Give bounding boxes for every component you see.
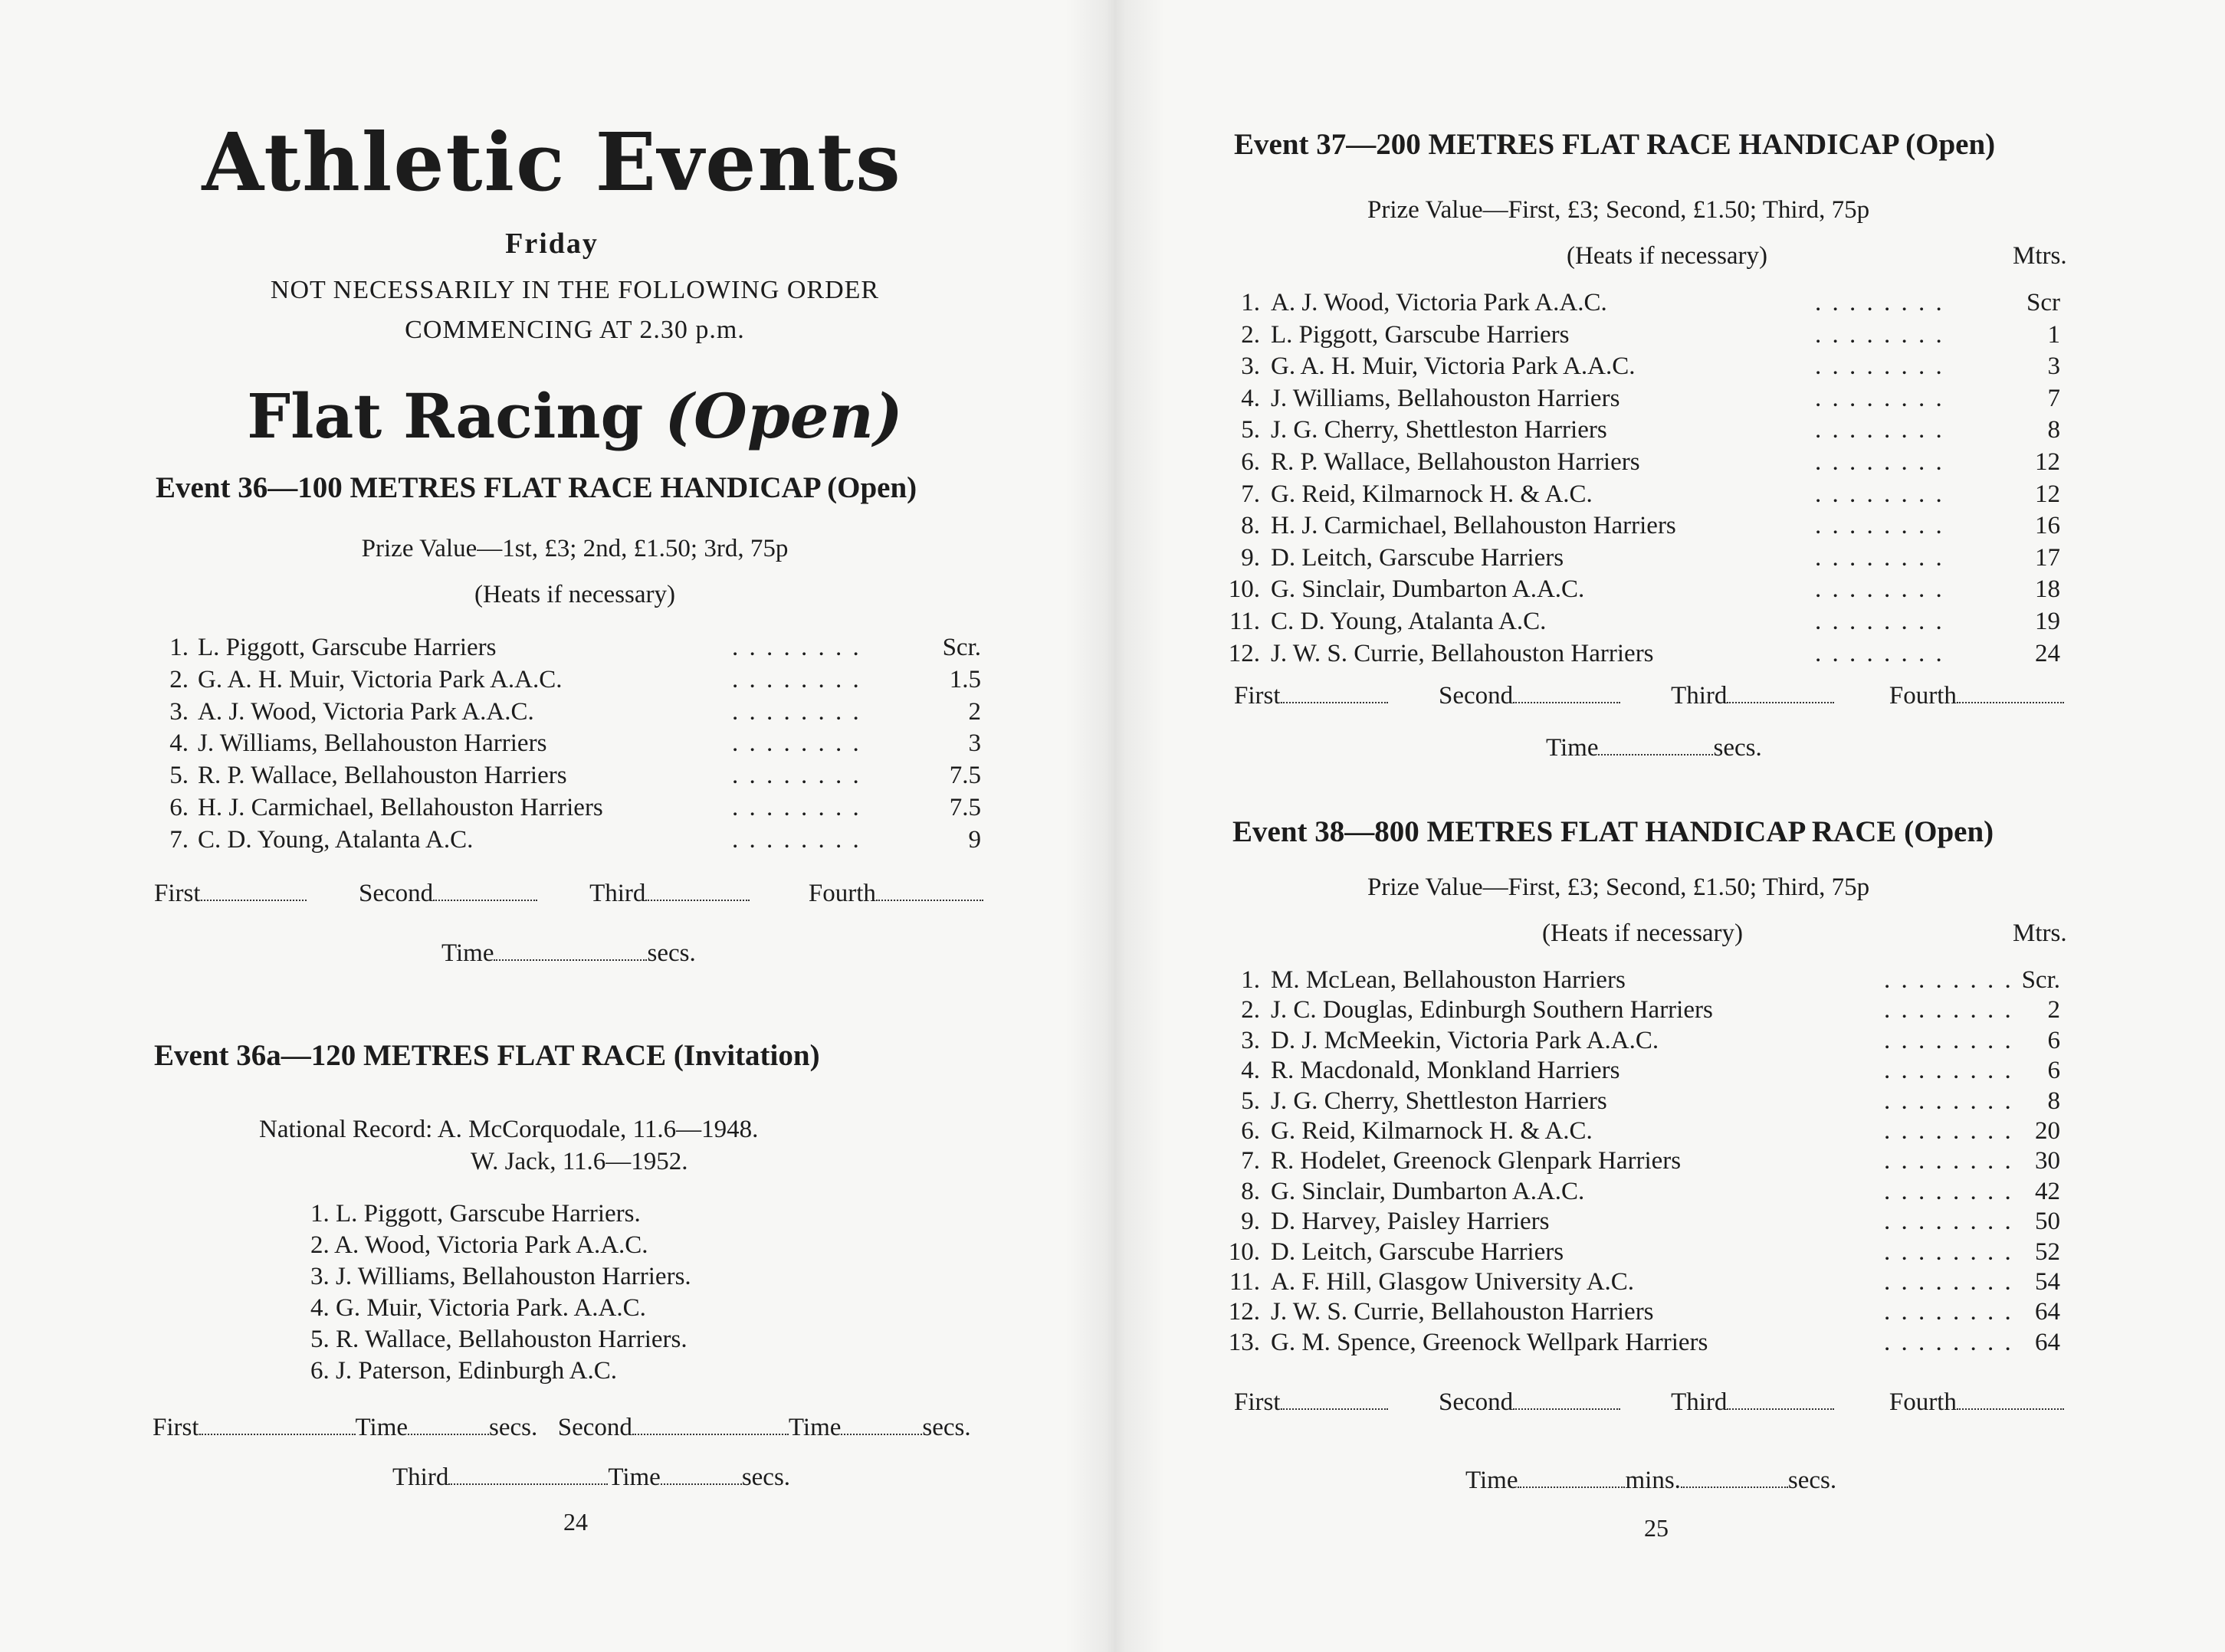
entry-number: 4. (1241, 1057, 1260, 1085)
leader-dots: . . . . . . . . (732, 665, 861, 693)
leader-dots: . . . . . . . . (1884, 1268, 2013, 1296)
entry-number: 8. (1241, 1177, 1260, 1205)
entry-number: 7. (1241, 1147, 1260, 1175)
entry-row (1225, 319, 2083, 351)
entry-name: A. F. Hill, Glasgow University A.C. (1271, 1268, 1635, 1296)
entry-number: 11. (1229, 608, 1260, 635)
placing-second-label: Second (1439, 682, 1514, 710)
entry-number: 8. (1241, 512, 1260, 540)
time-label: Time (608, 1464, 661, 1491)
placing-third-label: Third (1671, 682, 1728, 710)
leader-dots: . . . . . . . . (1815, 575, 1944, 604)
day-heading: Friday (505, 228, 599, 260)
entry-handicap: 1.5 (949, 665, 981, 693)
leader-dots: . . . . . . . . (1884, 996, 2013, 1024)
event37-placings (1234, 682, 2064, 710)
leader-dots: . . . . . . . . (1884, 1208, 2013, 1236)
entry-name: R. P. Wallace, Bellahouston Harriers (198, 762, 567, 790)
entry-name: A. J. Wood, Victoria Park A.A.C. (1271, 289, 1607, 316)
placing-third-label: Third (1671, 1388, 1728, 1416)
entry-number: 1. (1241, 966, 1260, 994)
entry-name: J. Williams, Bellahouston Harriers (1271, 384, 1620, 412)
placing-third-blank[interactable] (1727, 682, 1834, 703)
time-label: Time (1465, 1467, 1518, 1494)
entry-number: 5. (169, 762, 189, 790)
entry-row (1225, 287, 2083, 319)
placing-second-label: Second (557, 1414, 632, 1441)
entry-handicap: 52 (2035, 1237, 2060, 1266)
time-blank[interactable] (1598, 734, 1713, 756)
time-blank[interactable] (494, 939, 647, 961)
page-24 (0, 0, 1110, 1652)
mins-label: mins. (1625, 1467, 1681, 1494)
time-blank[interactable] (1518, 1467, 1625, 1488)
entry-row (153, 759, 996, 792)
leader-dots: . . . . . . . . (1884, 1087, 2013, 1115)
placing-second-blank[interactable] (1513, 1388, 1620, 1410)
order-note: NOT NECESSARILY IN THE FOLLOWING ORDER (270, 276, 880, 304)
entry-name: J. W. S. Currie, Bellahouston Harriers (1271, 639, 1654, 667)
leader-dots: . . . . . . . . (732, 634, 861, 661)
entry-handicap: 12 (2035, 448, 2060, 476)
leader-dots: . . . . . . . . (1884, 966, 2013, 994)
leader-dots: . . . . . . . . (732, 697, 861, 726)
entry-number: 6. (1241, 1117, 1260, 1145)
entry-number: 6. (169, 794, 189, 821)
start-note: COMMENCING AT 2.30 p.m. (405, 316, 745, 344)
entry-row (1225, 1205, 2083, 1237)
event37-prize: Prize Value—First, £3; Second, £1.50; Third, 75p (1367, 196, 1870, 224)
placing-first-blank[interactable] (1281, 1388, 1388, 1410)
entry-row (1225, 605, 2083, 638)
entry-handicap: 8 (2047, 1087, 2060, 1115)
event36-time (441, 939, 696, 968)
placing-second-label: Second (1439, 1388, 1514, 1416)
entry-number: 4. (1241, 384, 1260, 412)
section-title (0, 380, 1150, 452)
event36a-third-placing (392, 1464, 790, 1492)
entry-number: 13. (1228, 1328, 1260, 1356)
entry-name: J. G. Cherry, Shettleston Harriers (1271, 1087, 1607, 1115)
leader-dots: . . . . . . . . (1884, 1298, 2013, 1326)
leader-dots: . . . . . . . . (1884, 1237, 2013, 1266)
event36-title: Event 36—100 METRES FLAT RACE HANDICAP (Open) (156, 471, 917, 504)
invitation-entry: 3. J. Williams, Bellahouston Harriers. (310, 1263, 691, 1290)
entry-name: L. Piggott, Garscube Harriers (198, 634, 497, 661)
entry-name: R. Hodelet, Greenock Glenpark Harriers (1271, 1147, 1682, 1175)
entry-handicap: 3 (968, 729, 981, 758)
leader-dots: . . . . . . . . (1815, 320, 1944, 349)
section-title-text: Flat Racing (247, 380, 644, 452)
event38-unit: Mtrs. (2013, 919, 2067, 947)
entry-name: J. G. Cherry, Shettleston Harriers (1271, 416, 1607, 444)
entry-number: 9. (1241, 543, 1260, 572)
entry-number: 12. (1228, 639, 1260, 667)
leader-dots: . . . . . . . . (732, 825, 861, 854)
entry-row (153, 727, 996, 759)
secs-label: secs. (489, 1414, 538, 1441)
event37-title: Event 37—200 METRES FLAT RACE HANDICAP (Open) (1234, 128, 1996, 161)
placing-first-blank[interactable] (199, 1414, 356, 1435)
placing-third-label: Third (392, 1464, 449, 1491)
entry-row (1225, 1326, 2083, 1359)
mins-blank[interactable] (1681, 1467, 1788, 1488)
entry-row (1225, 1296, 2083, 1328)
entry-row (1225, 964, 2083, 996)
time-label: Time (1546, 734, 1599, 762)
entry-name: G. Reid, Kilmarnock H. & A.C. (1271, 480, 1593, 508)
entry-handicap: 42 (2035, 1177, 2060, 1205)
entry-name: C. D. Young, Atalanta A.C. (198, 825, 474, 854)
time-label: Time (355, 1414, 409, 1441)
leader-dots: . . . . . . . . (1884, 1057, 2013, 1085)
page-number: 24 (563, 1508, 588, 1536)
entry-number: 11. (1229, 1268, 1260, 1296)
secs-label: secs. (741, 1464, 791, 1491)
entry-row (1225, 1085, 2083, 1117)
leader-dots: . . . . . . . . (1884, 1026, 2013, 1054)
placing-third-label: Third (589, 880, 646, 907)
entry-row (1225, 1236, 2083, 1268)
leader-dots: . . . . . . . . (1815, 543, 1944, 572)
entry-handicap: 7 (2047, 384, 2060, 412)
entry-handicap: 7.5 (949, 794, 981, 821)
entry-row (153, 696, 996, 728)
entry-handicap: Scr (2026, 289, 2060, 316)
entry-handicap: 3 (2047, 352, 2060, 381)
event38-placings (1234, 1388, 2064, 1417)
placing-second-label: Second (359, 880, 434, 907)
entry-number: 2. (1241, 320, 1260, 349)
entry-name: J. Williams, Bellahouston Harriers (198, 729, 547, 758)
entry-row (1225, 1145, 2083, 1177)
entry-handicap: 9 (968, 825, 981, 854)
entry-name: G. A. H. Muir, Victoria Park A.A.C. (1271, 352, 1636, 381)
placing-first-label: First (154, 880, 201, 907)
event36a-title: Event 36a—120 METRES FLAT RACE (Invitation) (154, 1039, 820, 1072)
leader-dots: . . . . . . . . (1815, 416, 1944, 444)
entry-number: 5. (1241, 416, 1260, 444)
entry-number: 10. (1228, 575, 1260, 604)
entry-row (1225, 994, 2083, 1026)
entry-name: J. W. S. Currie, Bellahouston Harriers (1271, 1298, 1654, 1326)
page-number: 25 (1644, 1514, 1669, 1542)
event36-prize: Prize Value—1st, £3; 2nd, £1.50; 3rd, 75p (361, 535, 789, 562)
entry-number: 7. (169, 825, 189, 854)
entry-number: 3. (169, 697, 189, 726)
entry-handicap: 7.5 (949, 762, 981, 790)
placing-fourth-label: Fourth (808, 880, 876, 907)
placing-fourth-label: Fourth (1889, 1388, 1957, 1416)
entry-name: A. J. Wood, Victoria Park A.A.C. (198, 697, 534, 726)
event38-time (1465, 1467, 1836, 1495)
placing-first-label: First (1234, 1388, 1281, 1416)
placing-first-label: First (153, 1414, 199, 1441)
entry-row (153, 824, 996, 856)
secs-label: secs. (922, 1414, 971, 1441)
invitation-entry: 4. G. Muir, Victoria Park. A.A.C. (310, 1294, 646, 1322)
entry-name: R. Macdonald, Monkland Harriers (1271, 1057, 1620, 1085)
entry-name: D. Harvey, Paisley Harriers (1271, 1208, 1550, 1236)
entry-number: 3. (1241, 1026, 1260, 1054)
entry-handicap: 18 (2035, 575, 2060, 604)
entry-row (153, 664, 996, 696)
entry-name: G. Sinclair, Dumbarton A.A.C. (1271, 575, 1585, 604)
entry-row (1225, 1054, 2083, 1087)
leader-dots: . . . . . . . . (1884, 1117, 2013, 1145)
entry-name: J. C. Douglas, Edinburgh Southern Harriers (1271, 996, 1713, 1024)
placing-third-blank[interactable] (645, 880, 750, 901)
entry-name: C. D. Young, Atalanta A.C. (1271, 608, 1547, 635)
entry-handicap: Scr. (942, 634, 981, 661)
entry-name: R. P. Wallace, Bellahouston Harriers (1271, 448, 1640, 476)
record-line-1: National Record: A. McCorquodale, 11.6—1948. (259, 1116, 759, 1143)
entry-row (1225, 382, 2083, 415)
leader-dots: . . . . . . . . (1815, 608, 1944, 635)
event38-title: Event 38—800 METRES FLAT HANDICAP RACE (Open) (1232, 815, 1994, 848)
placing-third-blank[interactable] (448, 1464, 608, 1485)
placing-fourth-label: Fourth (1889, 682, 1957, 710)
placing-fourth-blank[interactable] (876, 880, 983, 901)
leader-dots: . . . . . . . . (1815, 480, 1944, 508)
entry-name: M. McLean, Bellahouston Harriers (1271, 966, 1626, 994)
entry-number: 6. (1241, 448, 1260, 476)
time-label: Time (788, 1414, 842, 1441)
entry-name: G. Reid, Kilmarnock H. & A.C. (1271, 1117, 1593, 1145)
leader-dots: . . . . . . . . (1884, 1147, 2013, 1175)
entry-handicap: 30 (2035, 1147, 2060, 1175)
entry-number: 12. (1228, 1298, 1260, 1326)
placing-first-label: First (1234, 682, 1281, 710)
entry-number: 2. (169, 665, 189, 693)
entry-handicap: 50 (2035, 1208, 2060, 1236)
time-blank[interactable] (408, 1414, 489, 1435)
entry-number: 10. (1228, 1237, 1260, 1266)
entry-name: G. A. H. Muir, Victoria Park A.A.C. (198, 665, 563, 693)
invitation-entry: 6. J. Paterson, Edinburgh A.C. (310, 1357, 617, 1385)
entry-row (1225, 414, 2083, 446)
leader-dots: . . . . . . . . (1815, 448, 1944, 476)
entry-name: H. J. Carmichael, Bellahouston Harriers (198, 794, 603, 821)
entry-number: 1. (1241, 289, 1260, 316)
entry-number: 2. (1241, 996, 1260, 1024)
entry-number: 4. (169, 729, 189, 758)
entry-name: H. J. Carmichael, Bellahouston Harriers (1271, 512, 1676, 540)
leader-dots: . . . . . . . . (1884, 1328, 2013, 1356)
event36-placings (154, 880, 983, 908)
entry-handicap: 24 (2035, 639, 2060, 667)
entry-handicap: 6 (2047, 1026, 2060, 1054)
entry-number: 9. (1241, 1208, 1260, 1236)
entry-handicap: 20 (2035, 1117, 2060, 1145)
invitation-entry: 2. A. Wood, Victoria Park A.A.C. (310, 1231, 648, 1259)
event36-heats: (Heats if necessary) (474, 581, 676, 608)
secs-label: secs. (1713, 734, 1762, 762)
placing-first-blank[interactable] (201, 880, 307, 901)
leader-dots: . . . . . . . . (1815, 352, 1944, 381)
entry-row (153, 631, 996, 664)
invitation-entry: 1. L. Piggott, Garscube Harriers. (310, 1200, 641, 1228)
entry-row (1225, 1024, 2083, 1057)
entry-name: D. Leitch, Garscube Harriers (1271, 1237, 1564, 1266)
entry-handicap: 64 (2035, 1298, 2060, 1326)
leader-dots: . . . . . . . . (732, 762, 861, 790)
entry-handicap: 8 (2047, 416, 2060, 444)
entry-row (153, 792, 996, 824)
entry-handicap: 2 (968, 697, 981, 726)
time-blank[interactable] (661, 1464, 742, 1485)
placing-second-blank[interactable] (1513, 682, 1620, 703)
section-title-suffix: (Open) (665, 380, 903, 452)
time-blank[interactable] (841, 1414, 922, 1435)
entry-row (1225, 638, 2083, 670)
entry-row (1225, 573, 2083, 605)
leader-dots: . . . . . . . . (1815, 639, 1944, 667)
entry-number: 1. (169, 634, 189, 661)
entry-handicap: Scr. (2021, 966, 2060, 994)
leader-dots: . . . . . . . . (732, 729, 861, 758)
entry-row (1225, 1266, 2083, 1298)
entry-handicap: 1 (2047, 320, 2060, 349)
entry-handicap: 17 (2035, 543, 2060, 572)
event38-heats: (Heats if necessary) (1542, 919, 1744, 947)
entry-number: 3. (1241, 352, 1260, 381)
placing-second-blank[interactable] (632, 1414, 789, 1435)
event37-time (1546, 734, 1762, 762)
event37-unit: Mtrs. (2013, 242, 2067, 270)
leader-dots: . . . . . . . . (1815, 384, 1944, 412)
secs-label: secs. (1787, 1467, 1837, 1494)
entry-handicap: 12 (2035, 480, 2060, 508)
placing-fourth-blank[interactable] (1957, 1388, 2064, 1410)
record-line-2: W. Jack, 11.6—1952. (471, 1148, 688, 1175)
entry-handicap: 64 (2035, 1328, 2060, 1356)
entry-name: D. J. McMeekin, Victoria Park A.A.C. (1271, 1026, 1659, 1054)
entry-row (1225, 478, 2083, 510)
entry-name: D. Leitch, Garscube Harriers (1271, 543, 1564, 572)
invitation-entry: 5. R. Wallace, Bellahouston Harriers. (310, 1326, 688, 1353)
leader-dots: . . . . . . . . (1815, 512, 1944, 540)
entry-row (1225, 446, 2083, 478)
book-gutter (1065, 0, 1165, 1652)
placing-first-blank[interactable] (1281, 682, 1388, 703)
event37-heats: (Heats if necessary) (1567, 242, 1768, 270)
entry-row (1225, 542, 2083, 574)
placing-fourth-blank[interactable] (1957, 682, 2064, 703)
entry-handicap: 19 (2035, 608, 2060, 635)
entry-number: 5. (1241, 1087, 1260, 1115)
entry-handicap: 16 (2035, 512, 2060, 540)
entry-handicap: 6 (2047, 1057, 2060, 1085)
entry-name: G. M. Spence, Greenock Wellpark Harriers (1271, 1328, 1708, 1356)
entry-row (1225, 1115, 2083, 1147)
leader-dots: . . . . . . . . (1884, 1177, 2013, 1205)
placing-third-blank[interactable] (1727, 1388, 1834, 1410)
event36a-placings (153, 1414, 971, 1442)
placing-second-blank[interactable] (433, 880, 537, 901)
page-title: Athletic Events (202, 115, 902, 209)
page-25 (1110, 0, 2225, 1652)
event38-prize: Prize Value—First, £3; Second, £1.50; Third, 75p (1367, 874, 1870, 901)
entry-row (1225, 510, 2083, 542)
entry-name: L. Piggott, Garscube Harriers (1271, 320, 1570, 349)
entry-row (1225, 1175, 2083, 1208)
time-label: Time (441, 939, 494, 967)
leader-dots: . . . . . . . . (1815, 289, 1944, 316)
secs-label: secs. (647, 939, 696, 967)
entry-row (1225, 350, 2083, 382)
entry-number: 7. (1241, 480, 1260, 508)
leader-dots: . . . . . . . . (732, 794, 861, 821)
entry-handicap: 54 (2035, 1268, 2060, 1296)
entry-name: G. Sinclair, Dumbarton A.A.C. (1271, 1177, 1585, 1205)
entry-handicap: 2 (2047, 996, 2060, 1024)
